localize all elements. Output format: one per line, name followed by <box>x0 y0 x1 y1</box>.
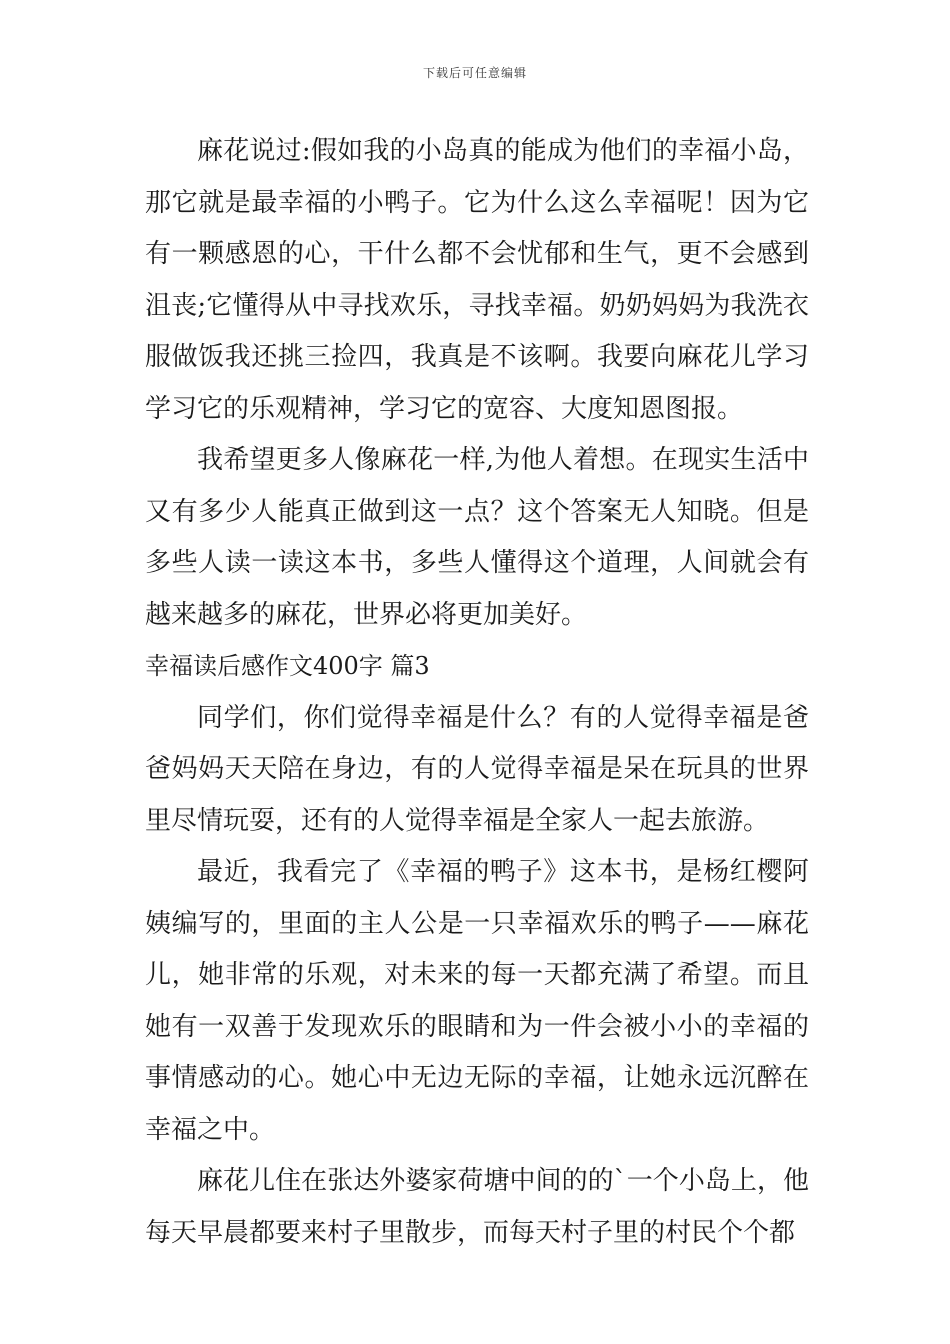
paragraph-1: 麻花说过:假如我的小岛真的能成为他们的幸福小岛，那它就是最幸福的小鸭子。它为什么这么幸福呢！因为它有一颗感恩的心，干什么都不会忧郁和生气，更不会感到沮丧;它懂得从中寻找欢乐，寻找幸福。奶奶妈妈为我洗衣服做饭我还挑三捡四，我真是不该啊。我要向麻花儿学习学习它的乐观精神，学习它的宽容、大度知恩图报。 <box>145 136 809 424</box>
section-heading: 幸福读后感作文400字 篇3 <box>145 652 430 680</box>
paragraph-4: 最近，我看完了《幸福的鸭子》这本书，是杨红樱阿姨编写的，里面的主人公是一只幸福欢乐的鸭子——麻花儿，她非常的乐观，对未来的每一天都充满了希望。而且她有一双善于发现欢乐的眼睛和为一件会被小小的幸福的事情感动的心。她心中无边无际的幸福，让她永远沉醉在幸福之中。 <box>145 857 809 1145</box>
paragraph-2: 我希望更多人像麻花一样,为他人着想。在现实生活中又有多少人能真正做到这一点？这个答案无人知晓。但是多些人读一读这本书，多些人懂得这个道理，人间就会有越来越多的麻花，世界必将更加美好。 <box>145 445 809 630</box>
paragraph-5: 麻花儿住在张达外婆家荷塘中间的的`一个小岛上，他每天早晨都要来村子里散步，而每天村子里的村民个个都 <box>145 1166 809 1248</box>
document-body <box>145 126 809 1259</box>
paragraph-3: 同学们，你们觉得幸福是什么？有的人觉得幸福是爸爸妈妈天天陪在身边，有的人觉得幸福是呆在玩具的世界里尽情玩耍，还有的人觉得幸福是全家人一起去旅游。 <box>145 702 809 836</box>
page-header: 下载后可任意编辑 <box>422 66 527 80</box>
